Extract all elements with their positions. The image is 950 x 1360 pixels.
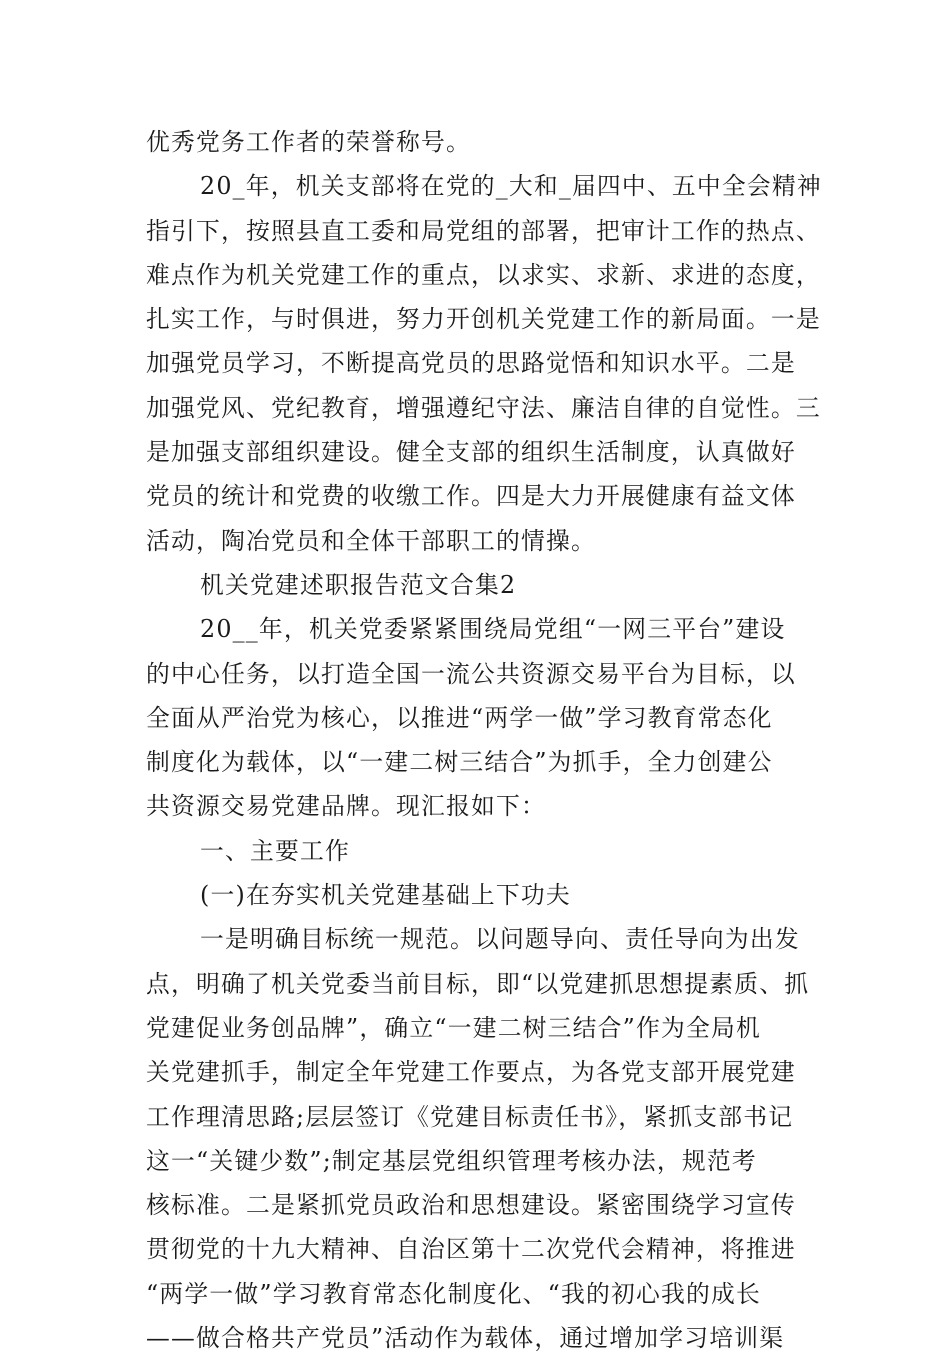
document-line: 难点作为机关党建工作的重点，以求实、求新、求进的态度， — [146, 260, 821, 289]
document-line: 一是明确目标统一规范。以问题导向、责任导向为出发 — [200, 925, 800, 954]
document-line: 是加强支部组织建设。健全支部的组织生活制度，认真做好 — [146, 438, 796, 467]
document-line: 一、主要工作 — [200, 836, 350, 865]
document-line: (一)在夯实机关党建基础上下功夫 — [200, 881, 571, 910]
document-line: 加强党风、党纪教育，增强遵纪守法、廉洁自律的自觉性。三 — [146, 393, 821, 422]
document-line: 优秀党务工作者的荣誉称号。 — [146, 128, 471, 156]
document-line: ——做合格共产党员”活动作为载体，通过增加学习培训渠 — [146, 1324, 785, 1353]
document-line: 加强党员学习，不断提高党员的思路觉悟和知识水平。二是 — [146, 349, 796, 378]
document-line: 关党建抓手，制定全年党建工作要点，为各党支部开展党建 — [146, 1058, 796, 1087]
document-line: 的中心任务，以打造全国一流公共资源交易平台为目标，以 — [146, 659, 796, 688]
document-line: 点，明确了机关党委当前目标，即“以党建抓思想提素质、抓 — [146, 969, 810, 998]
document-line: 党建促业务创品牌”，确立“一建二树三结合”作为全局机 — [146, 1013, 762, 1042]
document-line: 工作理清思路;层层签订《党建目标责任书》，紧抓支部书记 — [146, 1102, 794, 1131]
document-line: 机关党建述职报告范文合集2 — [200, 570, 517, 599]
document-line: “两学一做”学习教育常态化制度化、“我的初心我的成长 — [146, 1279, 762, 1308]
document-line: 贯彻党的十九大精神、自治区第十二次党代会精神，将推进 — [146, 1235, 796, 1264]
document-line: 这一“关键少数”;制定基层党组织管理考核办法，规范考 — [146, 1146, 757, 1175]
document-body — [146, 120, 822, 1360]
document-line: 党员的统计和党费的收缴工作。四是大力开展健康有益文体 — [146, 482, 796, 511]
document-line: 指引下，按照县直工委和局党组的部署，把审计工作的热点、 — [146, 216, 821, 245]
document-line: 制度化为载体，以“一建二树三结合”为抓手，全力创建公 — [146, 748, 773, 777]
document-line: 活动，陶冶党员和全体干部职工的情操。 — [146, 526, 596, 555]
document-line: 20_年，机关支部将在党的_大和_届四中、五中全会精神 — [200, 172, 822, 201]
document-line: 全面从严治党为核心，以推进“两学一做”学习教育常态化 — [146, 703, 773, 732]
document-line: 核标准。二是紧抓党员政治和思想建设。紧密围绕学习宣传 — [146, 1191, 796, 1220]
document-line: 20__年，机关党委紧紧围绕局党组“一网三平台”建设 — [200, 615, 786, 644]
document-line: 扎实工作，与时俱进，努力开创机关党建工作的新局面。一是 — [146, 305, 821, 334]
document-line: 共资源交易党建品牌。现汇报如下： — [146, 792, 546, 821]
